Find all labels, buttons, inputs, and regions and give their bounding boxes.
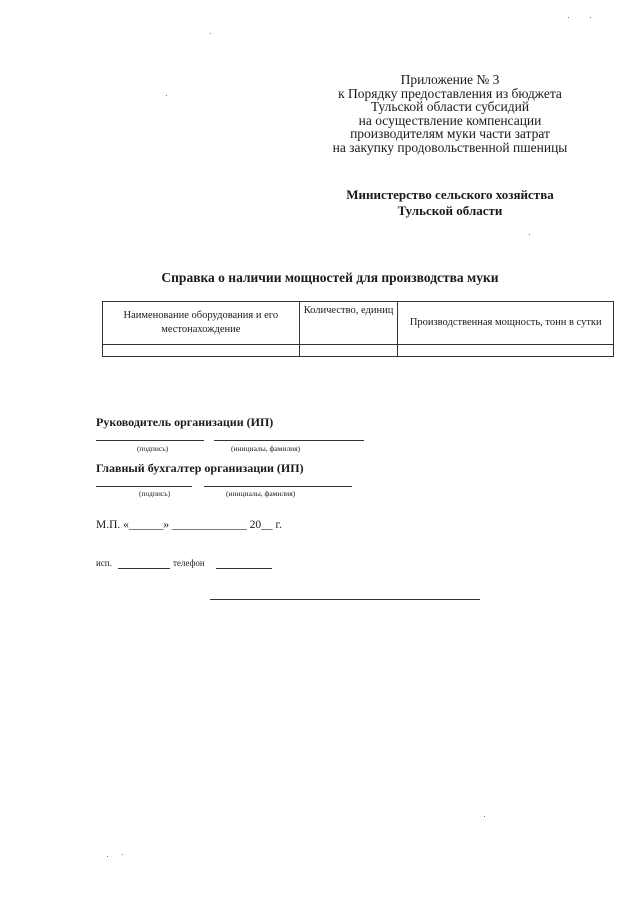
head-signature-label: Руководитель организации (ИП) [96,415,274,429]
head-name-caption: (инициалы, фамилия) [231,444,301,453]
head-name-line [214,440,364,441]
table-header-row [103,302,614,345]
accountant-name-line [204,486,352,487]
appendix-line-1: Приложение № 3 [400,72,500,87]
scan-speck [568,17,569,18]
phone-line [216,568,272,569]
column-header-quantity: Количество, единиц [299,302,398,345]
appendix-line-5: производителям муки части затрат [350,126,550,141]
ministry-line-1: Министерство сельского хозяйства [346,187,554,202]
table-cell-quantity [299,345,398,357]
accountant-signature-line [96,486,192,487]
accountant-name-caption: (инициалы, фамилия) [226,489,296,498]
table-cell-equipment [103,345,300,357]
executor-line [118,568,170,569]
phone-label: телефон [173,558,205,568]
addressee-block [320,187,580,219]
scan-speck [590,17,591,18]
table-row [103,345,614,357]
executor-label: исп. [96,558,112,568]
column-header-equipment: Наименование оборудования и его местонахождение [103,302,300,345]
head-signature-caption: (подпись) [137,444,169,453]
scan-speck [484,816,485,817]
stamp-date-line: М.П. «______» _____________ 20__ г. [96,519,282,531]
appendix-line-6: на закупку продовольственной пшеницы [332,139,568,155]
scan-speck [529,234,530,235]
capacity-table [102,301,614,357]
table-cell-capacity [398,345,614,357]
accountant-signature-caption: (подпись) [139,489,171,498]
bottom-separator [210,599,480,600]
scan-speck [210,33,211,34]
scan-speck [166,95,167,96]
appendix-line-2: к Порядку предоставления из бюджета [338,85,562,101]
document-title: Справка о наличии мощностей для производства муки [161,270,499,285]
accountant-signature-label: Главный бухгалтер организации (ИП) [96,461,304,475]
scan-speck [122,854,123,855]
scan-speck [107,856,108,857]
ministry-line-2: Тульской области [397,203,503,218]
column-header-capacity: Производственная мощность, тонн в сутки [398,302,614,345]
head-signature-line [96,440,204,441]
appendix-line-4: на осуществление компенсации [358,112,542,128]
appendix-header [300,73,600,154]
appendix-line-3: Тульской области субсидий [370,99,530,114]
